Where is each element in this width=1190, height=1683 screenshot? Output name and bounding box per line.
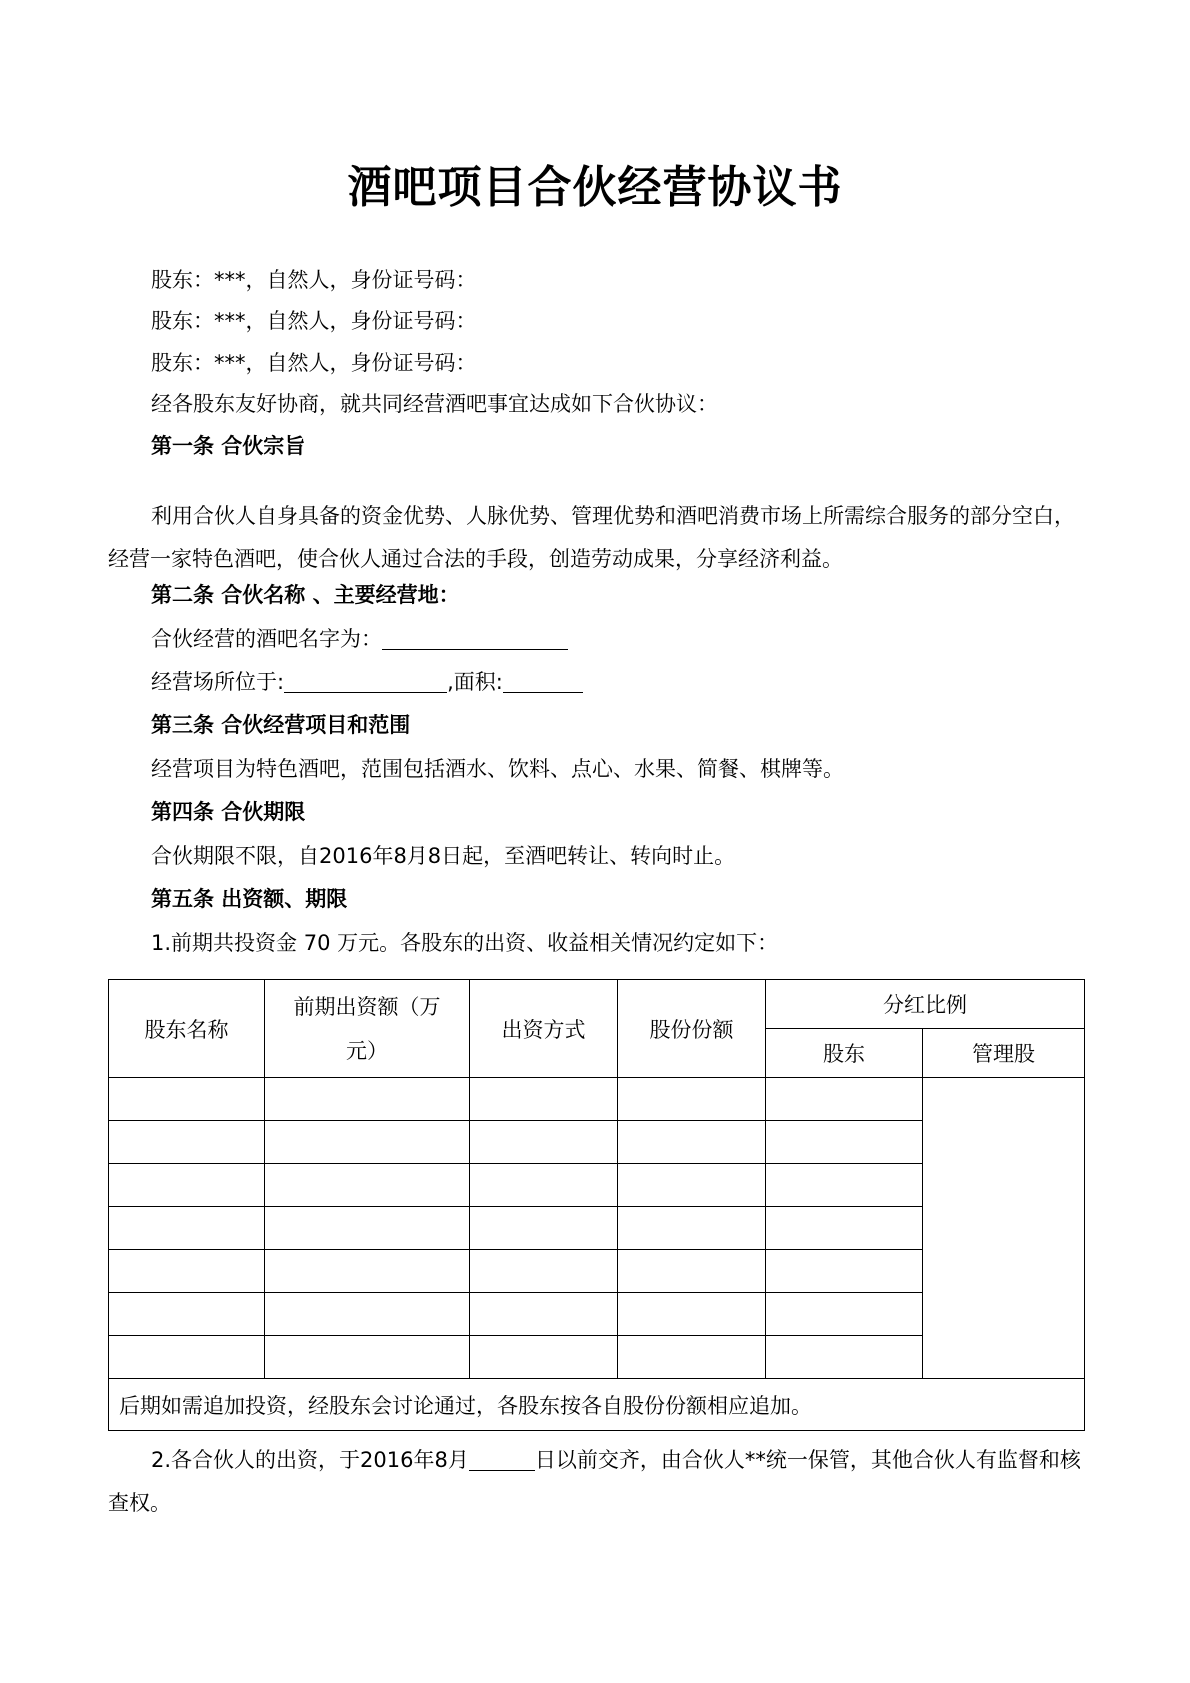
article-4-heading: 第四条 合伙期限 bbox=[151, 800, 306, 824]
article-4-body: 合伙期限不限，自2016年8月8日起，至酒吧转让、转向时止。 bbox=[151, 844, 736, 868]
bar-name-blank bbox=[382, 627, 568, 650]
table-cell bbox=[766, 1293, 923, 1336]
table-cell bbox=[470, 1078, 618, 1121]
table-cell bbox=[618, 1078, 766, 1121]
table-cell bbox=[109, 1121, 265, 1164]
area-label: ,面积: bbox=[447, 670, 503, 694]
article-2-heading: 第二条 合伙名称 、主要经营地： bbox=[151, 583, 460, 607]
article-5-paragraph-1: 1.前期共投资金 70 万元。各股东的出资、收益相关情况约定如下： bbox=[151, 931, 779, 955]
table-cell bbox=[265, 1121, 470, 1164]
table-cell bbox=[766, 1250, 923, 1293]
business-place-line bbox=[151, 667, 583, 697]
paragraph-2-part-b: 日以前交齐，由合伙人**统一保管，其他合伙人有监督和核查权。 bbox=[108, 1448, 1081, 1515]
table-cell bbox=[265, 1336, 470, 1379]
business-place-label: 经营场所位于: bbox=[151, 670, 285, 694]
header-initial-investment: 前期出资额（万元） bbox=[265, 980, 470, 1078]
article-5-paragraph-2 bbox=[108, 1439, 1095, 1525]
day-blank bbox=[469, 1448, 535, 1471]
table-cell bbox=[109, 1078, 265, 1121]
management-share-merged-cell bbox=[923, 1078, 1085, 1379]
subheader-shareholder: 股东 bbox=[766, 1029, 923, 1078]
table-cell bbox=[265, 1207, 470, 1250]
intro-paragraph: 经各股东友好协商，就共同经营酒吧事宜达成如下合伙协议： bbox=[151, 392, 718, 416]
table-note: 后期如需追加投资，经股东会讨论通过，各股东按各自股份份额相应追加。 bbox=[109, 1379, 1085, 1431]
table-cell bbox=[470, 1293, 618, 1336]
table-cell bbox=[470, 1250, 618, 1293]
header-dividend-ratio: 分红比例 bbox=[766, 980, 1085, 1029]
table-cell bbox=[109, 1207, 265, 1250]
investment-table bbox=[108, 979, 1085, 1431]
table-cell bbox=[766, 1207, 923, 1250]
table-cell bbox=[265, 1250, 470, 1293]
table-cell bbox=[109, 1336, 265, 1379]
table-cell bbox=[470, 1336, 618, 1379]
table-cell bbox=[618, 1293, 766, 1336]
page-title: 酒吧项目合伙经营协议书 bbox=[347, 162, 843, 213]
table-cell bbox=[618, 1336, 766, 1379]
table-cell bbox=[618, 1121, 766, 1164]
shareholder-line-2: 股东：***，自然人，身份证号码： bbox=[151, 309, 477, 333]
table-cell bbox=[618, 1207, 766, 1250]
table-cell bbox=[618, 1250, 766, 1293]
article-1-body: 利用合伙人自身具备的资金优势、人脉优势、管理优势和酒吧消费市场上所需综合服务的部分空白，经营一家特色酒吧，使合伙人通过合法的手段，创造劳动成果，分享经济利益。 bbox=[108, 504, 1075, 571]
subheader-management-share: 管理股 bbox=[923, 1029, 1085, 1078]
table-cell bbox=[766, 1336, 923, 1379]
article-3-body: 经营项目为特色酒吧，范围包括酒水、饮料、点心、水果、简餐、棋牌等。 bbox=[151, 757, 844, 781]
shareholder-line-1: 股东：***，自然人，身份证号码： bbox=[151, 268, 477, 292]
table-cell bbox=[618, 1164, 766, 1207]
table-cell bbox=[470, 1121, 618, 1164]
table-cell bbox=[470, 1164, 618, 1207]
table-cell bbox=[470, 1207, 618, 1250]
table-cell bbox=[766, 1078, 923, 1121]
table-cell bbox=[265, 1078, 470, 1121]
bar-name-label: 合伙经营的酒吧名字为： bbox=[151, 627, 382, 651]
table-cell bbox=[109, 1293, 265, 1336]
bar-name-line bbox=[151, 624, 568, 654]
article-3-heading: 第三条 合伙经营项目和范围 bbox=[151, 713, 411, 737]
header-investment-method: 出资方式 bbox=[470, 980, 618, 1078]
header-shareholder-name: 股东名称 bbox=[109, 980, 265, 1078]
table-cell bbox=[766, 1164, 923, 1207]
table-cell bbox=[109, 1164, 265, 1207]
shareholder-line-3: 股东：***，自然人，身份证号码： bbox=[151, 351, 477, 375]
table-cell bbox=[265, 1293, 470, 1336]
area-blank bbox=[503, 670, 583, 693]
table-cell bbox=[265, 1164, 470, 1207]
table-cell bbox=[766, 1121, 923, 1164]
table-cell bbox=[109, 1250, 265, 1293]
paragraph-2-part-a: 2.各合伙人的出资，于2016年8月 bbox=[151, 1448, 469, 1472]
article-1-heading: 第一条 合伙宗旨 bbox=[151, 434, 306, 458]
article-5-heading: 第五条 出资额、期限 bbox=[151, 887, 348, 911]
header-share-amount: 股份份额 bbox=[618, 980, 766, 1078]
business-place-blank bbox=[284, 670, 447, 693]
